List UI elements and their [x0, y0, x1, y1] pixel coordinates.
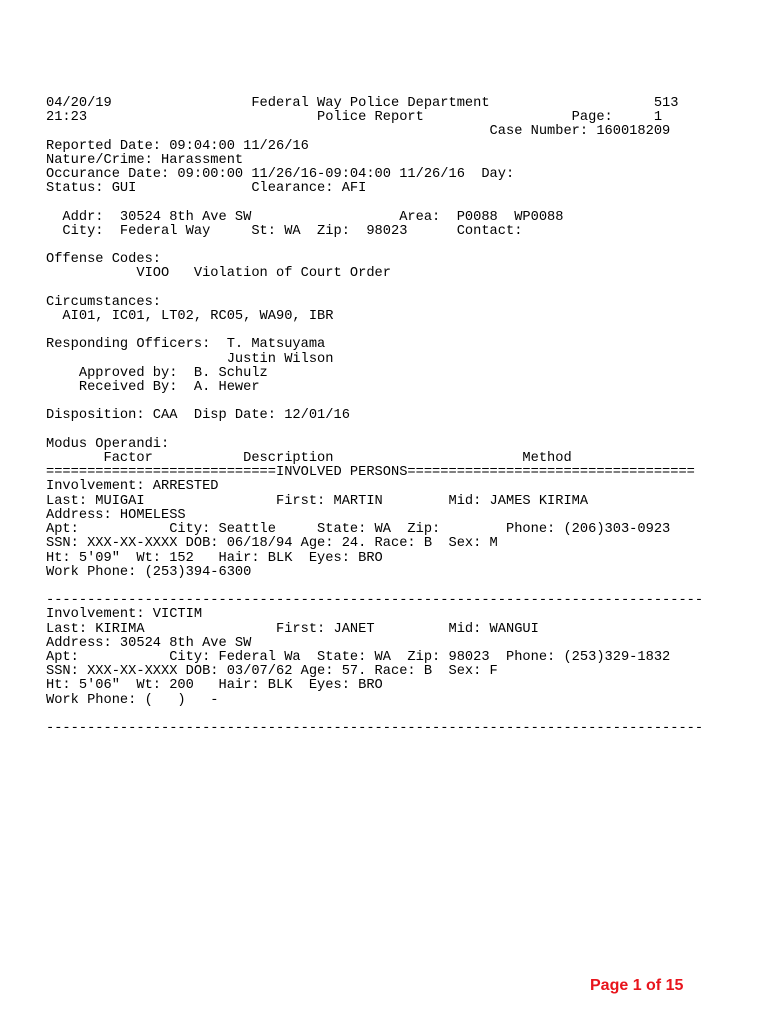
report-line: Modus Operandi: — [46, 436, 170, 452]
report-line: Ht: 5'09" Wt: 152 Hair: BLK Eyes: BRO — [46, 550, 383, 566]
report-line: Address: HOMELESS — [46, 507, 186, 523]
report-line: -------------------------------------------------------------------------------- — [46, 593, 704, 609]
report-line: Nature/Crime: Harassment — [46, 152, 244, 168]
report-line: ============================INVOLVED PERSONS=================================== — [46, 465, 695, 481]
report-line: Involvement: ARRESTED — [46, 479, 219, 495]
report-line: Ht: 5'06" Wt: 200 Hair: BLK Eyes: BRO — [46, 678, 383, 694]
report-line: Last: MUIGAI First: MARTIN Mid: JAMES KIRIMA — [46, 493, 589, 509]
report-line: Approved by: B. Schulz — [46, 365, 268, 381]
page-footer-label: Page 1 of 15 — [590, 977, 684, 994]
report-line: AI01, IC01, LT02, RC05, WA90, IBR — [46, 309, 334, 325]
report-line: Offense Codes: — [46, 252, 161, 268]
report-line: Disposition: CAA Disp Date: 12/01/16 — [46, 408, 350, 424]
report-line: Apt: City: Federal Wa State: WA Zip: 98023 Phone: (253)329-1832 — [46, 649, 671, 665]
report-line: VIOO Violation of Court Order — [46, 266, 391, 282]
report-line: -------------------------------------------------------------------------------- — [46, 720, 704, 736]
report-line: Reported Date: 09:04:00 11/26/16 — [46, 138, 309, 154]
report-line: Address: 30524 8th Ave SW — [46, 635, 252, 651]
report-line: Status: GUI Clearance: AFI — [46, 181, 367, 197]
report-line: 21:23 Police Report Page: 1 — [46, 110, 663, 126]
report-line: Involvement: VICTIM — [46, 607, 203, 623]
report-line: Work Phone: ( ) - — [46, 692, 219, 708]
report-line: Circumstances: — [46, 294, 161, 310]
report-line: Case Number: 160018209 — [46, 124, 671, 140]
report-line: SSN: XXX-XX-XXXX DOB: 03/07/62 Age: 57. Race: B Sex: F — [46, 664, 498, 680]
report-line: Factor Description Method — [46, 451, 572, 467]
report-line: Responding Officers: T. Matsuyama — [46, 337, 326, 353]
report-line: Addr: 30524 8th Ave SW Area: P0088 WP0088 — [46, 209, 564, 225]
report-body — [46, 97, 703, 736]
report-line: Last: KIRIMA First: JANET Mid: WANGUI — [46, 621, 539, 637]
report-line: Apt: City: Seattle State: WA Zip: Phone: (206)303-0923 — [46, 522, 671, 538]
report-line: Work Phone: (253)394-6300 — [46, 564, 252, 580]
report-line: City: Federal Way St: WA Zip: 98023 Contact: — [46, 223, 523, 239]
report-line: Occurance Date: 09:00:00 11/26/16-09:04:00 11/26/16 Day: — [46, 167, 515, 183]
report-line: Justin Wilson — [46, 351, 334, 367]
report-line: Received By: A. Hewer — [46, 380, 260, 396]
report-line: 04/20/19 Federal Way Police Department 513 — [46, 96, 679, 111]
report-line: SSN: XXX-XX-XXXX DOB: 06/18/94 Age: 24. Race: B Sex: M — [46, 536, 498, 552]
